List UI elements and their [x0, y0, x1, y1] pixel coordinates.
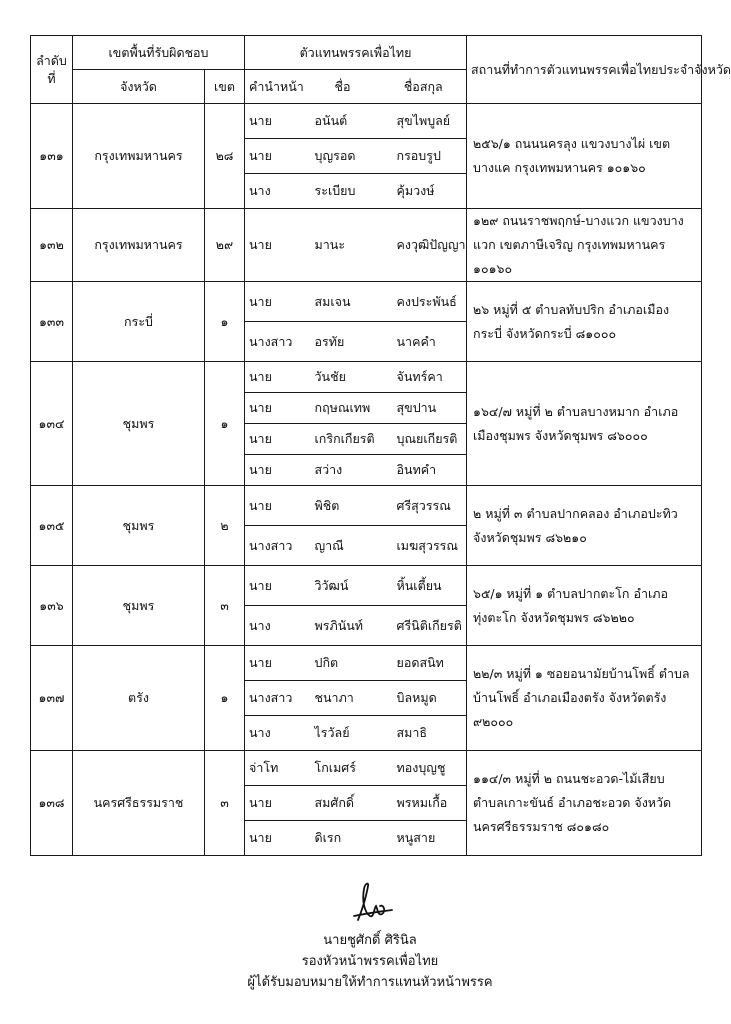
row-address: ๖๕/๑ หมู่ที่ ๑ ตำบลปากตะโก อำเภอทุ่งตะโก จังหวัดชุมพร ๘๖๒๒๐ [467, 566, 702, 646]
rep-first-name: สมเจน [305, 282, 381, 322]
rep-last-name: สมาธิ [381, 716, 467, 751]
header-province: จังหวัด [73, 70, 205, 104]
rep-title: นาย [245, 139, 305, 174]
header-first-name: ชื่อ [305, 70, 381, 104]
rep-first-name: วิวัฒน์ [305, 566, 381, 606]
rep-first-name: ญาณี [305, 526, 381, 566]
table-row [31, 486, 702, 526]
header-seq-top: ลำดับ [36, 52, 67, 68]
rep-first-name: อนันต์ [305, 104, 381, 139]
representatives-table [30, 35, 731, 856]
signature-block [230, 880, 510, 993]
table-row [31, 751, 702, 786]
rep-title: นาย [245, 566, 305, 606]
row-province: ชุมพร [73, 486, 205, 566]
row-seq: ๑๓๗ [31, 646, 73, 751]
row-province: ชุมพร [73, 362, 205, 486]
row-province: ตรัง [73, 646, 205, 751]
rep-title: นาย [245, 646, 305, 681]
rep-first-name: พรภินันท์ [305, 606, 381, 646]
header-seq-bottom: ที่ [47, 70, 56, 86]
row-seq: ๑๓๑ [31, 104, 73, 209]
row-province: นครศรีธรรมราช [73, 751, 205, 856]
header-seq [31, 36, 73, 104]
signature-position: รองหัวหน้าพรรคเพื่อไทย [301, 954, 439, 969]
rep-title: นาย [245, 786, 305, 821]
row-address: ๑๒๙ ถนนราชพฤกษ์-บางแวก แขวงบางแวก เขตภาษีเจริญ กรุงเทพมหานคร ๑๐๑๖๐ [467, 209, 702, 282]
row-seq: ๑๓๖ [31, 566, 73, 646]
table-row [31, 282, 702, 322]
rep-first-name: ดิเรก [305, 821, 381, 856]
row-address: ๒ หมู่ที่ ๓ ตำบลปากคลอง อำเภอปะทิว จังหวัดชุมพร ๘๖๒๑๐ [467, 486, 702, 566]
table-row [31, 362, 702, 393]
row-address: ๑๑๔/๓ หมู่ที่ ๒ ถนนชะอวด-ไม้เสียบ ตำบลเกาะขันธ์ อำเภอชะอวด จังหวัดนครศรีธรรมราช ๘๐๑๘๐ [467, 751, 702, 856]
row-address: ๒๕๖/๑ ถนนนครลุง แขวงบางไผ่ เขตบางแค กรุงเทพมหานคร ๑๐๑๖๐ [467, 104, 702, 209]
rep-first-name: ระเบียบ [305, 174, 381, 209]
rep-first-name: ไรวัลย์ [305, 716, 381, 751]
rep-last-name: ศรีสุวรรณ [381, 486, 467, 526]
rep-title: นางสาว [245, 322, 305, 362]
rep-title: นางสาว [245, 681, 305, 716]
header-last-name: ชื่อสกุล [381, 70, 467, 104]
rep-last-name: พรหมเกื้อ [381, 786, 467, 821]
rep-first-name: อรทัย [305, 322, 381, 362]
rep-last-name: ทองบุญชู [381, 751, 467, 786]
header-address: สถานที่ทำการตัวแทนพรรคเพื่อไทยประจำจังหวัด [467, 36, 702, 104]
rep-last-name: สุขไพบูลย์ [381, 104, 467, 139]
rep-last-name: กรอบรูป [381, 139, 467, 174]
rep-title: นาย [245, 455, 305, 486]
rep-last-name: บุณยเกียรติ [381, 424, 467, 455]
rep-last-name: จันทร์คา [381, 362, 467, 393]
row-seq: ๑๓๕ [31, 486, 73, 566]
header-area-group: เขตพื้นที่รับผิดชอบ [73, 36, 245, 70]
rep-title: นาง [245, 606, 305, 646]
row-zone: ๑ [205, 362, 245, 486]
rep-last-name: คงประพันธ์ [381, 282, 467, 322]
rep-last-name: หิ้นเตี้ยน [381, 566, 467, 606]
rep-first-name: โกเมศร์ [305, 751, 381, 786]
header-title: คำนำหน้า [245, 70, 305, 104]
row-seq: ๑๓๒ [31, 209, 73, 282]
rep-first-name: วันชัย [305, 362, 381, 393]
rep-last-name: เมฆสุวรรณ [381, 526, 467, 566]
rep-last-name: คงวุฒิปัญญา [381, 209, 467, 282]
rep-last-name: อินทคำ [381, 455, 467, 486]
rep-title: นาง [245, 174, 305, 209]
rep-first-name: ปกิต [305, 646, 381, 681]
row-address: ๒๒/๓ หมู่ที่ ๑ ซอยอนามัยบ้านโพธิ์ ตำบลบ้านโพธิ์ อำเภอเมืองตรัง จังหวัดตรัง ๙๒๐๐๐ [467, 646, 702, 751]
table-header [31, 36, 731, 104]
rep-title: นาย [245, 821, 305, 856]
rep-last-name: สุขปาน [381, 393, 467, 424]
signature-mark [340, 880, 400, 926]
rep-first-name: บุญรอด [305, 139, 381, 174]
row-zone: ๒๘ [205, 104, 245, 209]
rep-last-name: คุ้มวงษ์ [381, 174, 467, 209]
rep-last-name: หนูสาย [381, 821, 467, 856]
table-body [31, 104, 702, 856]
table-row [31, 209, 702, 282]
row-seq: ๑๓๔ [31, 362, 73, 486]
rep-title: นางสาว [245, 526, 305, 566]
rep-title: นาย [245, 362, 305, 393]
row-province: กรุงเทพมหานคร [73, 209, 205, 282]
rep-first-name: สมศักดิ์ [305, 786, 381, 821]
rep-last-name: ศรีนิติเกียรติ [381, 606, 467, 646]
signature-note: ผู้ได้รับมอบหมายให้ทำการแทนหัวหน้าพรรค [247, 975, 493, 990]
rep-title: นาย [245, 424, 305, 455]
rep-title: จ่าโท [245, 751, 305, 786]
row-province: ชุมพร [73, 566, 205, 646]
row-address: ๑๖๔/๗ หมู่ที่ ๒ ตำบลบางหมาก อำเภอเมืองชุมพร จังหวัดชุมพร ๘๖๐๐๐ [467, 362, 702, 486]
row-province: กระบี่ [73, 282, 205, 362]
rep-first-name: พิชิต [305, 486, 381, 526]
table-row [31, 104, 702, 139]
row-zone: ๑ [205, 282, 245, 362]
row-seq: ๑๓๘ [31, 751, 73, 856]
row-zone: ๓ [205, 566, 245, 646]
rep-first-name: มานะ [305, 209, 381, 282]
rep-title: นาย [245, 393, 305, 424]
signature-name: นายชูศักดิ์ ศิรินิล [323, 933, 417, 948]
row-zone: ๒ [205, 486, 245, 566]
header-rep-group: ตัวแทนพรรคเพื่อไทย [245, 36, 467, 70]
rep-last-name: ยอดสนิท [381, 646, 467, 681]
row-zone: ๑ [205, 646, 245, 751]
rep-last-name: บิลหมูด [381, 681, 467, 716]
row-province: กรุงเทพมหานคร [73, 104, 205, 209]
rep-title: นาง [245, 716, 305, 751]
rep-title: นาย [245, 486, 305, 526]
rep-first-name: กฤษณเทพ [305, 393, 381, 424]
rep-first-name: สว่าง [305, 455, 381, 486]
rep-title: นาย [245, 104, 305, 139]
rep-title: นาย [245, 209, 305, 282]
row-zone: ๒๙ [205, 209, 245, 282]
row-address: ๒๖ หมู่ที่ ๕ ตำบลทับปริก อำเภอเมืองกระบี่ จังหวัดกระบี่ ๘๑๐๐๐ [467, 282, 702, 362]
table-row [31, 566, 702, 606]
table-row [31, 646, 702, 681]
header-zone: เขต [205, 70, 245, 104]
rep-title: นาย [245, 282, 305, 322]
rep-first-name: เกริกเกียรติ [305, 424, 381, 455]
rep-last-name: นาคคำ [381, 322, 467, 362]
row-zone: ๓ [205, 751, 245, 856]
row-seq: ๑๓๓ [31, 282, 73, 362]
rep-first-name: ชนาภา [305, 681, 381, 716]
